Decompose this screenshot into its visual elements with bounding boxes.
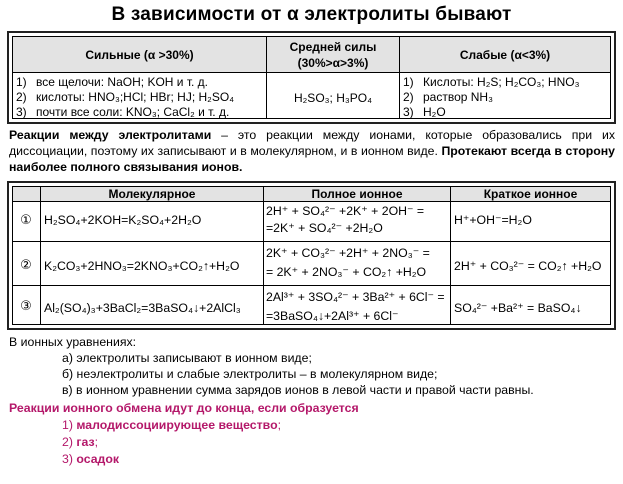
weak-header: [400, 37, 610, 72]
strong-item: [16, 105, 229, 119]
item-number: 1): [403, 75, 414, 89]
item-text: раствор NH₃: [423, 90, 493, 104]
item-punct: ;: [94, 435, 99, 449]
row-number: ①: [20, 212, 32, 227]
short-ionic-equation: SO₄²⁻ +Ba²⁺ = BaSO₄↓: [454, 301, 582, 315]
item-text: H₂O: [423, 105, 446, 119]
item-number: 2): [403, 90, 414, 104]
short-ionic-equation: H⁺+OH⁻=H₂O: [454, 213, 532, 227]
short-ionic-header: Краткое ионное: [483, 187, 578, 201]
row-number: ②: [20, 257, 32, 272]
item-text: осадок: [76, 452, 120, 466]
row-divider: [13, 241, 610, 242]
completion-item-1: [62, 417, 281, 433]
rule-a: а) электролиты записывают в ионном виде;: [62, 351, 312, 365]
strong-item: [16, 90, 234, 104]
completion-item-3: [62, 451, 119, 467]
full-ionic-equation-line2: =2K⁺ + SO₄²⁻ +2H₂O: [266, 221, 383, 235]
molecular-equation: H₂SO₄+2KOH=K₂SO₄+2H₂O: [44, 213, 202, 227]
molecular-equation: K₂CO₃+2HNO₃=2KNO₃+CO₂↑+H₂O: [44, 259, 240, 273]
weak-item: [403, 90, 493, 104]
completion-heading: Реакции ионного обмена идут до конца, если образуется: [9, 401, 359, 415]
full-ionic-equation-line2: = 2K⁺ + 2NO₃⁻ + CO₂↑ +H₂O: [266, 265, 427, 279]
reactions-paragraph: [9, 127, 615, 175]
item-number: 3): [403, 105, 414, 119]
item-number: 3): [16, 105, 27, 119]
column-divider: [263, 187, 264, 324]
molecular-header: Молекулярное: [108, 187, 196, 201]
paragraph-bold-term: Реакции между электролитами: [9, 128, 212, 142]
strong-header: [13, 37, 266, 72]
molecular-equation: Al₂(SO₄)₃+3BaCl₂=3BaSO₄↓+2AlCl₃: [44, 301, 241, 315]
full-ionic-equation-line1: 2K⁺ + CO₃²⁻ +2H⁺ + 2NO₃⁻ =: [266, 246, 430, 260]
medium-item: H₂SO₃; H₃PO₄: [293, 91, 372, 105]
full-ionic-header: Полное ионное: [311, 187, 403, 201]
item-punct: ;: [277, 418, 282, 432]
item-number: 1): [62, 418, 77, 432]
weak-item: [403, 105, 446, 119]
item-text: все щелочи: NaOH; KOH и т. д.: [36, 75, 208, 89]
full-ionic-equation-line1: 2Al³⁺ + 3SO₄²⁻ + 3Ba²⁺ + 6Cl⁻ =: [266, 290, 445, 304]
medium-header: [267, 37, 399, 72]
full-ionic-equation-line2: =3BaSO₄↓+2Al³⁺ + 6Cl⁻: [266, 309, 399, 323]
column-divider: [450, 187, 451, 324]
weak-header-label: Слабые (α<3%): [459, 47, 551, 62]
item-number: 2): [16, 90, 27, 104]
strong-header-label: Сильные (α >30%): [85, 47, 194, 62]
medium-header-range: (30%>α>3%): [297, 55, 369, 70]
item-text: почти все соли: KNO₃; CaCl₂ и т. д.: [36, 105, 230, 119]
item-text: Кислоты: H₂S; H₂CO₃; HNO₃: [423, 75, 580, 89]
paragraph-bold-rule: Протекают всегда в сторону наиболее полного связывания ионов.: [9, 144, 615, 174]
item-text: газ: [76, 435, 95, 449]
medium-header-label: Средней силы: [289, 39, 377, 54]
reactions-table: [7, 181, 616, 330]
item-number: 3): [62, 452, 77, 466]
short-ionic-equation: 2H⁺ + CO₃²⁻ = CO₂↑ +H₂O: [454, 259, 602, 273]
completion-item-2: [62, 434, 98, 450]
full-ionic-equation-line1: 2H⁺ + SO₄²⁻ +2K⁺ + 2OH⁻ =: [266, 204, 425, 218]
item-text: кислоты: HNO₃;HCl; HBr; HJ; H₂SO₄: [36, 90, 235, 104]
electrolyte-strength-table: [7, 31, 616, 124]
column-divider: [40, 187, 41, 324]
rule-b: б) неэлектролиты и слабые электролиты – в молекулярном виде;: [62, 367, 438, 381]
row-number: ③: [20, 298, 32, 313]
paragraph-text: – это реакции между ионами, которые образовались при их диссоциации, поэтому их записывают и в молекулярном, и в ионном виде.: [9, 128, 615, 158]
item-number: 2): [62, 435, 77, 449]
page-title: В зависимости от α электролиты бывают: [111, 4, 512, 25]
rules-intro: В ионных уравнениях:: [9, 335, 137, 349]
item-number: 1): [16, 75, 27, 89]
item-text: малодиссоциирующее вещество: [76, 418, 278, 432]
strong-item: [16, 75, 208, 89]
row-divider: [13, 285, 610, 286]
weak-item: [403, 75, 579, 89]
rule-c: в) в ионном уравнении сумма зарядов ионов в левой части и правой части равны.: [62, 383, 534, 397]
